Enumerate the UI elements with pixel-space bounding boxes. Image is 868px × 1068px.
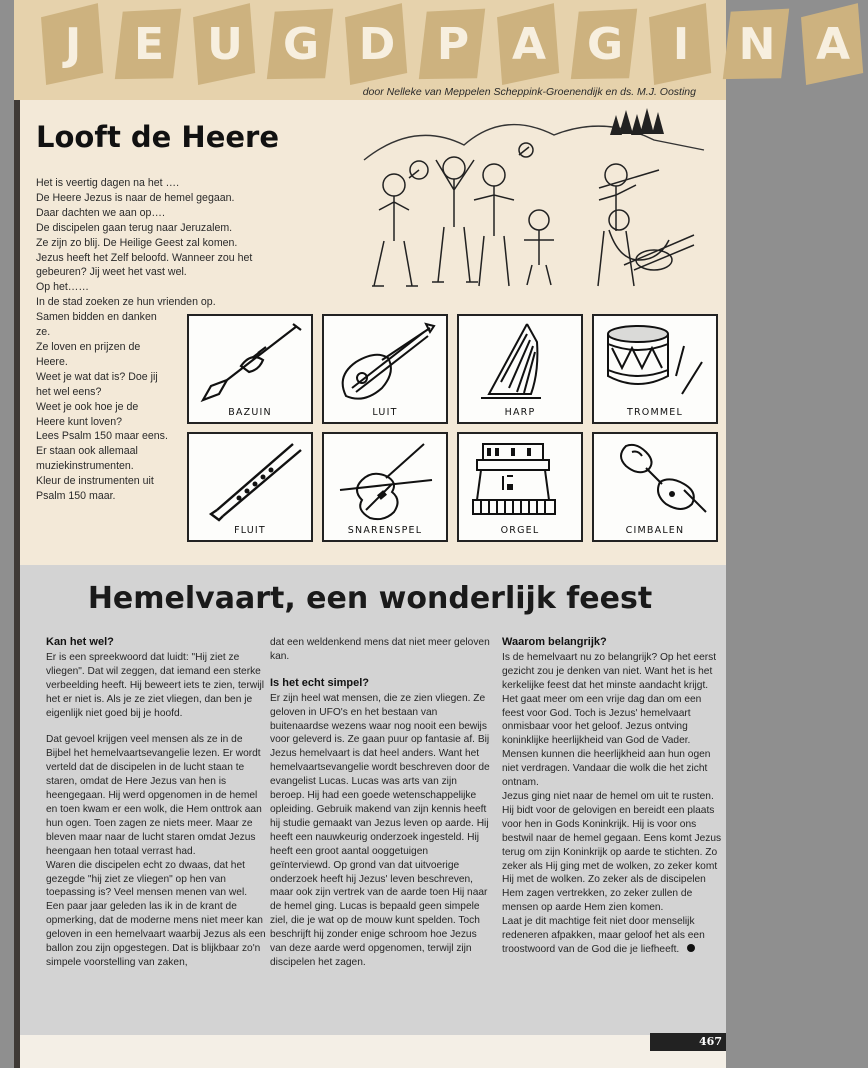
banner-letter-text: G <box>282 18 320 70</box>
banner-letter-text: J <box>64 18 82 70</box>
snarenspel-icon <box>332 440 442 520</box>
banner-letter <box>190 4 260 84</box>
poem-line: ze. <box>36 326 51 339</box>
trommel-icon <box>602 322 712 402</box>
banner-letter <box>266 4 336 84</box>
instrument-label: ORGEL <box>500 525 540 536</box>
poem-line: Ze zijn zo blij. De Heilige Geest zal komen. <box>36 236 238 249</box>
fluit-icon <box>197 440 307 520</box>
column-heading: Kan het wel? <box>46 636 114 648</box>
instrument-snarenspel <box>322 432 448 542</box>
poem-line: Heere. <box>36 355 68 368</box>
poem-line: Lees Psalm 150 maar eens. <box>36 430 168 443</box>
harp-icon <box>467 322 577 402</box>
instrument-cimbalen <box>592 432 718 542</box>
paragraph <box>502 651 722 957</box>
poem-line: Weet je ook hoe je de <box>36 400 139 413</box>
poem-line: Ze loven en prijzen de <box>36 340 141 353</box>
poem-line: Er staan ook allemaal <box>36 445 138 458</box>
banner-letter-text: A <box>511 18 547 70</box>
instrument-trommel <box>592 314 718 424</box>
banner-letter <box>570 4 640 84</box>
poem-line: Op het…… <box>36 281 89 294</box>
end-bullet-icon <box>687 944 695 952</box>
banner-letter <box>38 4 108 84</box>
poem-line: In de stad zoeken ze hun vrienden op. <box>36 296 216 309</box>
poem-line: Daar dachten we aan op…. <box>36 206 165 219</box>
instrument-luit <box>322 314 448 424</box>
banner-letter <box>342 4 412 84</box>
poem-line: Heere kunt loven? <box>36 415 122 428</box>
poem-line: De discipelen gaan terug naar Jeruzalem. <box>36 221 233 234</box>
instrument-orgel <box>457 432 583 542</box>
banner-letter <box>798 4 868 84</box>
poem-line: Kleur de instrumenten uit <box>36 475 154 488</box>
instrument-harp <box>457 314 583 424</box>
banner-letter-text: G <box>586 18 624 70</box>
banner-letter <box>418 4 488 84</box>
paragraph: Er zijn heel wat mensen, die ze zien vliegen. Ze geloven in UFO's en het bestaan van buitenaardse wezens waar nog nooit een bewijs voor geleverd is. Ze gaan puur op fantasie af. Bij Jezus hemelvaart is dat heel anders. Want het hemelvaartsevangelie wordt beschreven door de evangelist Lucas. Lucas was arts van zijn beroep. Hij had een goede wetenschappelijke opleiding. Gebruik makend van zijn kennis heeft hij studie gemaakt van Jezus leven op aarde. Hij heeft een nauwkeurig onderzoek ingesteld. Hij heeft een groot aantal ooggetuigen geïnterviewd. Op grond van dat uitvoerige onderzoek heeft hij Jezus' leven beschreven, maar ook zijn vertrek van de aarde toen Hij naar de hemel ging. Lucas is bepaald geen simpele ziel, die je wat op de mouw kunt spelden. Toch beschrijft hij zonder enige schroom hoe Jezus van deze aarde werd opgenomen, terwijl zijn discipelen het zagen. <box>270 692 490 968</box>
children-making-music-illustration <box>354 100 714 305</box>
instrument-label: HARP <box>504 407 536 418</box>
banner-letter-text: N <box>738 18 776 70</box>
banner-letter <box>722 4 792 84</box>
article-column-1 <box>46 636 266 983</box>
banner-letter-text: U <box>207 18 243 70</box>
section-title: Looft de Heere <box>36 120 280 154</box>
luit-icon <box>332 322 442 402</box>
banner-letter-text: A <box>815 18 851 70</box>
jeugdpagina-banner <box>14 0 851 100</box>
paragraph: Er is een spreekwoord dat luidt: "Hij ziet ze vliegen". Dat wil zeggen, dat iemand een sterke verbeelding heeft. Hij beweert iets te zien, terwijl het er niet is. Als je ze ziet vliegen, dan ben je eigenlijk niet goed bij je hoofd. <box>46 651 265 719</box>
instrument-label: FLUIT <box>234 525 266 536</box>
article-column-3 <box>502 636 722 970</box>
poem-line: De Heere Jezus is naar de hemel gegaan. <box>36 191 235 204</box>
instrument-label: LUIT <box>372 407 398 418</box>
banner-letter <box>646 4 716 84</box>
poem-line: Weet je wat dat is? Doe jij <box>36 370 158 383</box>
paragraph: Dat gevoel krijgen veel mensen als ze in de Bijbel het hemelvaartsevangelie lezen. Er wordt verteld dat de discipelen in de lucht staan te staren, omdat de Here Jezus van hen is heengegaan. Hij werd opgenomen in de hemel en toen kwam er een wolk, die Hem onttrok aan hun ogen. Toen zagen ze niets meer. Maar ze bleven maar naar de lucht staren omdat Jezus heengaan hen totaal verrast had. Waren die discipelen echt zo dwaas, dat het gezegde "hij ziet ze vliegen" op hen van toepassing is? Veel mensen menen van wel. Een paar jaar geleden las ik in de krant de opmerking, dat de moderne mens niet meer kan geloven in een hemelvaart waarbij Jezus als een ballon zou zijn opgestegen. Dat is blijkbaar zo'n simpele voorstelling van zaken, <box>46 734 266 968</box>
column-heading: Is het echt simpel? <box>270 676 370 689</box>
poem-line: Psalm 150 maar. <box>36 490 116 503</box>
banner-letter-text: I <box>672 18 690 70</box>
article-headline: Hemelvaart, een wonderlijk feest <box>87 581 653 616</box>
poem-line: Samen bidden en danken <box>36 311 157 324</box>
poem-line: Jezus heeft het Zelf beloofd. Wanneer zou het <box>36 251 253 264</box>
instrument-bazuin <box>187 314 313 424</box>
bazuin-icon <box>197 322 307 402</box>
instrument-fluit <box>187 432 313 542</box>
column-heading: Waarom belangrijk? <box>502 636 607 648</box>
instrument-label: TROMMEL <box>627 407 683 418</box>
banner-letter-text: E <box>133 18 165 70</box>
instrument-label: SNARENSPEL <box>347 525 423 536</box>
poem-line: het wel eens? <box>36 385 102 398</box>
banner-letter-text: D <box>358 18 396 70</box>
poem-line: gebeuren? Jij weet het vast wel. <box>36 266 187 279</box>
page-binding-edge <box>14 0 20 1068</box>
byline: door Nelleke van Meppelen Scheppink-Groenendijk en ds. M.J. Oosting <box>362 86 696 98</box>
paragraph-text: Is de hemelvaart nu zo belangrijk? Op het eerst gezicht zou je denken van niet. Want het is het kerkelijke feest dat het minste aandacht krijgt. Het gaat meer om een vrije dag dan om een feest voor God. Toch is Jezus' hemelvaart onmisbaar voor het geloof. Jezus ontving koninklijke heerlijkheid van God de Vader. Mensen kunnen die heerlijkheid aan hun ogen niet verdragen. Vandaar die wolk die het zicht ontnam. Jezus ging niet naar de hemel om uit te rusten. Hij bidt voor de gelovigen en bereidt een plaats voor hen in Gods Koninkrijk. Hij is voor ons bestwil naar de hemel gegaan. Eens komt Jezus terug om zijn Koninkrijk op aarde te stichten. Zo zeker als Hij ging met de wolken, zo zeker komt Hij met de wolken. Zo zeker als de discipelen Hem zagen vertrekken, zo zeker zullen de mensen op aarde Hem zien komen. Laat je dit machtige feit niet door menselijk redeneren afpakken, maar geloof het als een troostwoord van de God die je liefheeft. <box>502 651 722 955</box>
poem-line: muziekinstrumenten. <box>36 460 134 473</box>
poem-line: Het is veertig dagen na het …. <box>36 177 180 189</box>
instrument-label: BAZUIN <box>228 407 272 418</box>
banner-letter-text: P <box>436 18 470 70</box>
page-number: 467 <box>650 1033 726 1051</box>
banner-letter <box>494 4 564 84</box>
banner-letters <box>38 4 868 84</box>
instrument-label: CIMBALEN <box>625 525 685 536</box>
cimbalen-icon <box>602 440 712 520</box>
orgel-icon <box>467 440 577 520</box>
banner-letter <box>114 4 184 84</box>
article-column-2 <box>270 636 490 983</box>
magazine-page <box>14 0 851 1068</box>
paragraph: dat een weldenkend mens dat niet meer geloven kan. <box>270 637 490 662</box>
